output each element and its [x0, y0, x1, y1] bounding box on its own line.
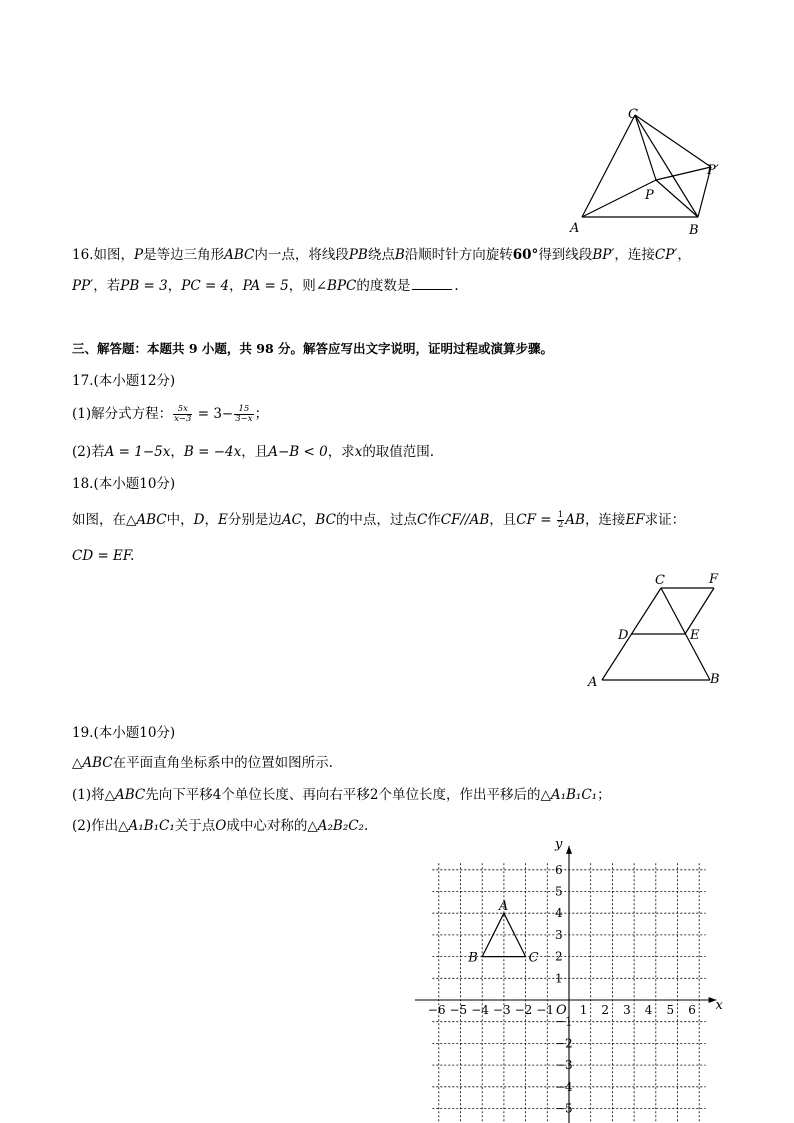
label-A: A — [588, 675, 598, 690]
q16-text: ，则∠ — [288, 278, 328, 294]
x-tick-label: −5 — [449, 1003, 468, 1017]
q18-var: D — [193, 512, 205, 528]
q17-eq: A−B < 0 — [268, 444, 328, 460]
y-tick-label: 2 — [555, 949, 563, 964]
q17-text: (1)解分式方程： — [72, 406, 173, 422]
q19-var: A₂B₂C₂ — [317, 818, 364, 834]
q19-text: 成中心对称的△ — [226, 818, 318, 834]
x-tick-label: −3 — [492, 1003, 511, 1017]
q18-var: AC — [281, 512, 302, 528]
q17-eq: A = 1−5x — [104, 444, 171, 460]
q16-var: ABC — [224, 247, 255, 263]
q19-var: ABC — [115, 787, 146, 803]
label-D: D — [618, 628, 629, 643]
label-A: A — [570, 221, 580, 236]
y-tick-label: −5 — [555, 1101, 573, 1116]
q16-var: BPC — [327, 278, 357, 294]
y-tick-label: −3 — [555, 1058, 573, 1073]
label-E: E — [690, 628, 700, 643]
x-tick-label: −6 — [427, 1003, 446, 1017]
q18-text: 中， — [166, 512, 194, 528]
q18-text: 如图，在△ — [72, 512, 137, 528]
label-B: B — [710, 672, 720, 687]
q16-text: 得到线段 — [538, 247, 593, 263]
q16-var: PP′ — [72, 278, 94, 294]
x-tick-label: 5 — [666, 1003, 675, 1017]
q19-text: (1)将△ — [72, 787, 116, 803]
label-P-prime: P′ — [707, 163, 719, 178]
q18-var: CF = — [516, 512, 556, 528]
q16-text: ， — [167, 278, 182, 294]
label-C: C — [655, 573, 665, 588]
q17-text: = 3− — [193, 406, 234, 422]
q18-var: CF//AB — [440, 512, 490, 528]
q16-text: ，若 — [93, 278, 121, 294]
q16-eq: PC = 4 — [181, 278, 230, 294]
q16-text: 绕点 — [367, 247, 395, 263]
section-3-heading: 三、解答题：本题共 9 小题，共 98 分。解答应写出文字说明，证明过程或演算步骤。 — [72, 341, 554, 356]
point-label-C: C — [528, 950, 539, 966]
q19-var: A₁B₁C₁ — [128, 818, 175, 834]
q17-text: ， — [170, 444, 184, 460]
denominator: 2 — [557, 520, 564, 530]
q16-var: CP′ — [654, 247, 678, 263]
q18-var: AB — [565, 512, 585, 528]
numerator: 15 — [234, 405, 253, 415]
numerator: 1 — [557, 510, 564, 520]
q17-header: 17.(本小题12分) — [72, 373, 176, 389]
x-tick-label: 2 — [601, 1003, 610, 1017]
q17-text: ； — [254, 406, 269, 422]
q16-text: 内一点，将线段 — [254, 247, 349, 263]
q16-eq: PA = 5 — [242, 278, 289, 294]
q16-angle: 60° — [512, 247, 539, 263]
q16-text: ，连接 — [614, 247, 655, 263]
y-axis-arrow-icon — [566, 846, 572, 854]
q18-header: 18.(本小题10分) — [72, 476, 176, 492]
q16-var: PB — [348, 247, 368, 263]
x-tick-label: −2 — [514, 1003, 533, 1017]
label-P: P — [645, 188, 654, 203]
q16-eq: PB = 3 — [120, 278, 168, 294]
x-tick-label: 1 — [579, 1003, 588, 1017]
x-axis-label: x — [715, 998, 723, 1013]
origin-label: O — [556, 1003, 567, 1018]
q18-var: EF — [625, 512, 645, 528]
q19-text: 关于点 — [174, 818, 216, 834]
q16-text: 是等边三角形 — [143, 247, 225, 263]
label-C: C — [628, 107, 638, 122]
point-label-A: A — [498, 899, 509, 915]
q18-var: C — [416, 512, 428, 528]
q19-text: . — [363, 818, 369, 834]
q18-text: ，且 — [489, 512, 517, 528]
y-tick-label: −2 — [555, 1036, 573, 1051]
y-tick-label: 1 — [555, 971, 563, 986]
q18-text: 分别是边 — [227, 512, 282, 528]
q19-text: 在平面直角坐标系中的位置如图所示. — [112, 755, 333, 771]
q18-line2: CD = EF. — [72, 548, 135, 564]
q16-text: 16.如图， — [72, 247, 134, 263]
x-tick-label: 3 — [623, 1003, 631, 1017]
q17-text: (2)若 — [72, 444, 105, 460]
q16-text: 的度数是 — [356, 278, 411, 294]
q19-var: O — [215, 818, 227, 834]
q16-text: 沿顺时针方向旋转 — [404, 247, 513, 263]
y-tick-label: 6 — [555, 862, 563, 877]
point-label-B: B — [468, 950, 478, 966]
y-tick-label: 4 — [555, 906, 563, 921]
y-tick-label: −1 — [555, 1014, 573, 1029]
q19-text: ； — [597, 787, 611, 803]
q19-text: 先向下平移4个单位长度、再向右平移2个单位长度，作出平移后的△ — [145, 787, 551, 803]
x-tick-label: 6 — [688, 1003, 696, 1017]
q18-var: BC — [315, 512, 336, 528]
q17-text: 的取值范围. — [362, 444, 435, 460]
q18-text: 的中点，过点 — [335, 512, 417, 528]
label-F: F — [709, 572, 719, 587]
q16-var: P — [133, 247, 144, 263]
q17-text: ，且 — [241, 444, 269, 460]
x-tick-label: −1 — [536, 1003, 555, 1017]
q16-var: BP′ — [592, 247, 615, 263]
x-tick-label: 4 — [644, 1003, 653, 1017]
q19-var: ABC — [82, 755, 113, 771]
q19-text: △ — [72, 755, 83, 771]
numerator: 5x — [173, 405, 192, 415]
q18-var: E — [217, 512, 228, 528]
q18-text: ， — [204, 512, 218, 528]
q17-var: x — [354, 444, 363, 460]
q19-header: 19.(本小题10分) — [72, 725, 176, 741]
q17-text: ，求 — [327, 444, 355, 460]
q18-var: ABC — [136, 512, 167, 528]
y-tick-label: 3 — [555, 927, 563, 942]
label-B: B — [689, 223, 699, 238]
y-tick-label: −4 — [555, 1079, 573, 1094]
x-tick-label: −4 — [471, 1003, 489, 1017]
q16-var: B — [394, 247, 405, 263]
q16-text: . — [454, 278, 459, 294]
q16-text: ， — [677, 247, 691, 263]
q18-text: 求证： — [644, 512, 686, 528]
q18-text: 作 — [427, 512, 441, 528]
denominator: x−3 — [174, 414, 192, 424]
y-axis-label: y — [555, 837, 563, 853]
q17-eq: B = −4x — [183, 444, 242, 460]
q16-text: ， — [229, 278, 243, 294]
denominator: 3−x — [235, 414, 253, 424]
q19-text: (2)作出△ — [72, 818, 129, 834]
q18-text: ，连接 — [584, 512, 626, 528]
q19-var: A₁B₁C₁ — [550, 787, 598, 803]
y-tick-label: 5 — [555, 884, 563, 899]
q18-text: ， — [301, 512, 316, 528]
